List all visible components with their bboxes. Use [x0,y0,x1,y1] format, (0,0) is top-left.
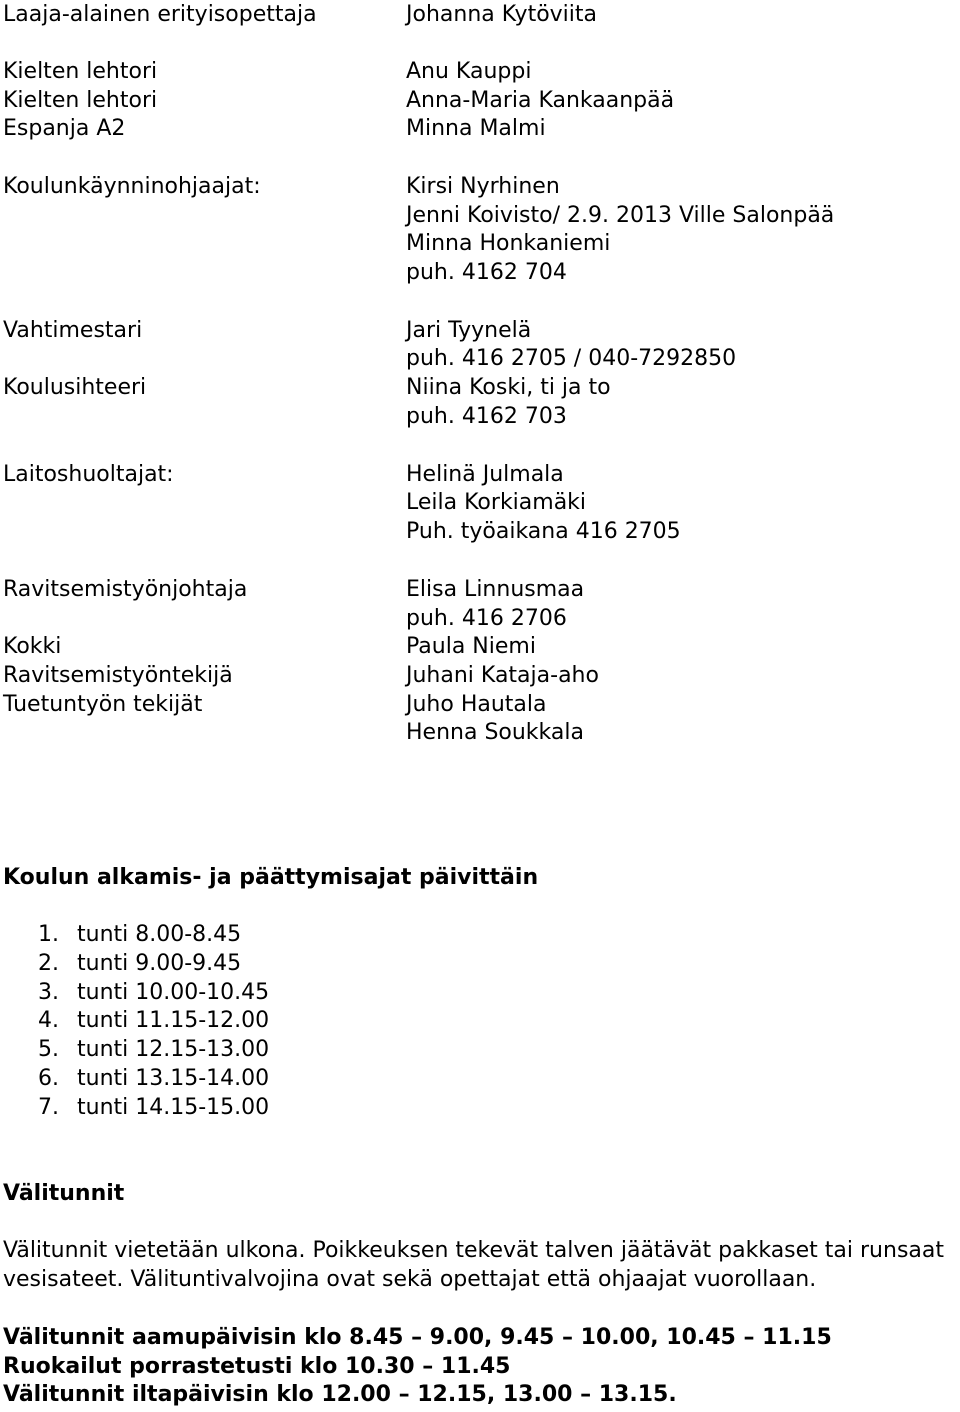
schedule-item: tunti 10.00-10.45 [77,979,270,1005]
staff-role: Ravitsemistyöntekijä [3,663,233,688]
staff-name: Jari Tyynelä [406,318,532,343]
schedule-item-number: 7. [38,1094,59,1120]
staff-role: Espanja A2 [3,116,126,141]
schedule-item: tunti 11.15-12.00 [77,1008,270,1034]
staff-role: Kielten lehtori [3,59,158,84]
staff-name: Puh. työaikana 416 2705 [406,519,681,544]
schedule-item-number: 6. [38,1066,59,1091]
staff-name: puh. 4162 703 [406,404,567,429]
staff-role: Ravitsemistyönjohtaja [3,577,248,602]
staff-name: Johanna Kytöviita [406,2,598,27]
staff-name: Leila Korkiamäki [406,490,587,515]
staff-name: Anu Kauppi [406,59,532,84]
staff-name: Paula Niemi [406,634,536,659]
lunch-times: Ruokailut porrastetusti klo 10.30 – 11.45 [3,1354,511,1379]
schedule-item-number: 5. [38,1037,59,1063]
staff-name: puh. 416 2705 / 040-7292850 [406,346,737,371]
staff-role: Tuetuntyön tekijät [3,692,203,717]
staff-name: Minna Malmi [406,116,546,141]
schedule-item: tunti 9.00-9.45 [77,950,242,976]
staff-name: puh. 4162 704 [406,260,567,285]
staff-role: Kokki [3,634,62,659]
staff-name: Niina Koski, ti ja to [406,375,611,400]
staff-name: puh. 416 2706 [406,606,567,631]
breaks-paragraph-line-1: Välitunnit vietetään ulkona. Poikkeuksen tekevät talven jäätävät pakkaset tai runsaat [3,1238,944,1263]
staff-name: Henna Soukkala [406,720,584,745]
breaks-paragraph-line-2: vesisateet. Välituntivalvojina ovat sekä opettajat että ohjaajat vuorollaan. [3,1267,817,1292]
staff-role: Kielten lehtori [3,88,158,113]
staff-name: Kirsi Nyrhinen [406,174,560,199]
schedule-item: tunti 14.15-15.00 [77,1094,270,1120]
staff-role: Koulusihteeri [3,375,147,400]
schedule-heading: Koulun alkamis- ja päättymisajat päivittäin [3,865,539,890]
staff-name: Helinä Julmala [406,462,564,487]
breaks-afternoon: Välitunnit iltapäivisin klo 12.00 – 12.15, 13.00 – 13.15. [3,1382,677,1407]
staff-name: Juhani Kataja-aho [406,663,599,688]
schedule-item-number: 4. [38,1008,59,1034]
breaks-morning: Välitunnit aamupäivisin klo 8.45 – 9.00, 9.45 – 10.00, 10.45 – 11.15 [3,1325,832,1350]
schedule-item-number: 1. [38,922,59,947]
schedule-item: tunti 13.15-14.00 [77,1066,270,1091]
schedule-item-number: 2. [38,950,59,976]
staff-name: Jenni Koivisto/ 2.9. 2013 Ville Salonpää [406,203,835,228]
staff-name: Elisa Linnusmaa [406,577,585,602]
staff-name: Juho Hautala [406,692,547,717]
breaks-heading: Välitunnit [3,1181,125,1206]
schedule-item-number: 3. [38,979,59,1005]
staff-role: Vahtimestari [3,318,143,343]
schedule-item: tunti 12.15-13.00 [77,1037,270,1063]
staff-role: Koulunkäynninohjaajat: [3,174,261,199]
staff-name: Anna-Maria Kankaanpää [406,88,675,113]
staff-role: Laaja-alainen erityisopettaja [3,2,317,27]
schedule-item: tunti 8.00-8.45 [77,922,242,947]
staff-role: Laitoshuoltajat: [3,462,174,487]
staff-name: Minna Honkaniemi [406,231,611,256]
